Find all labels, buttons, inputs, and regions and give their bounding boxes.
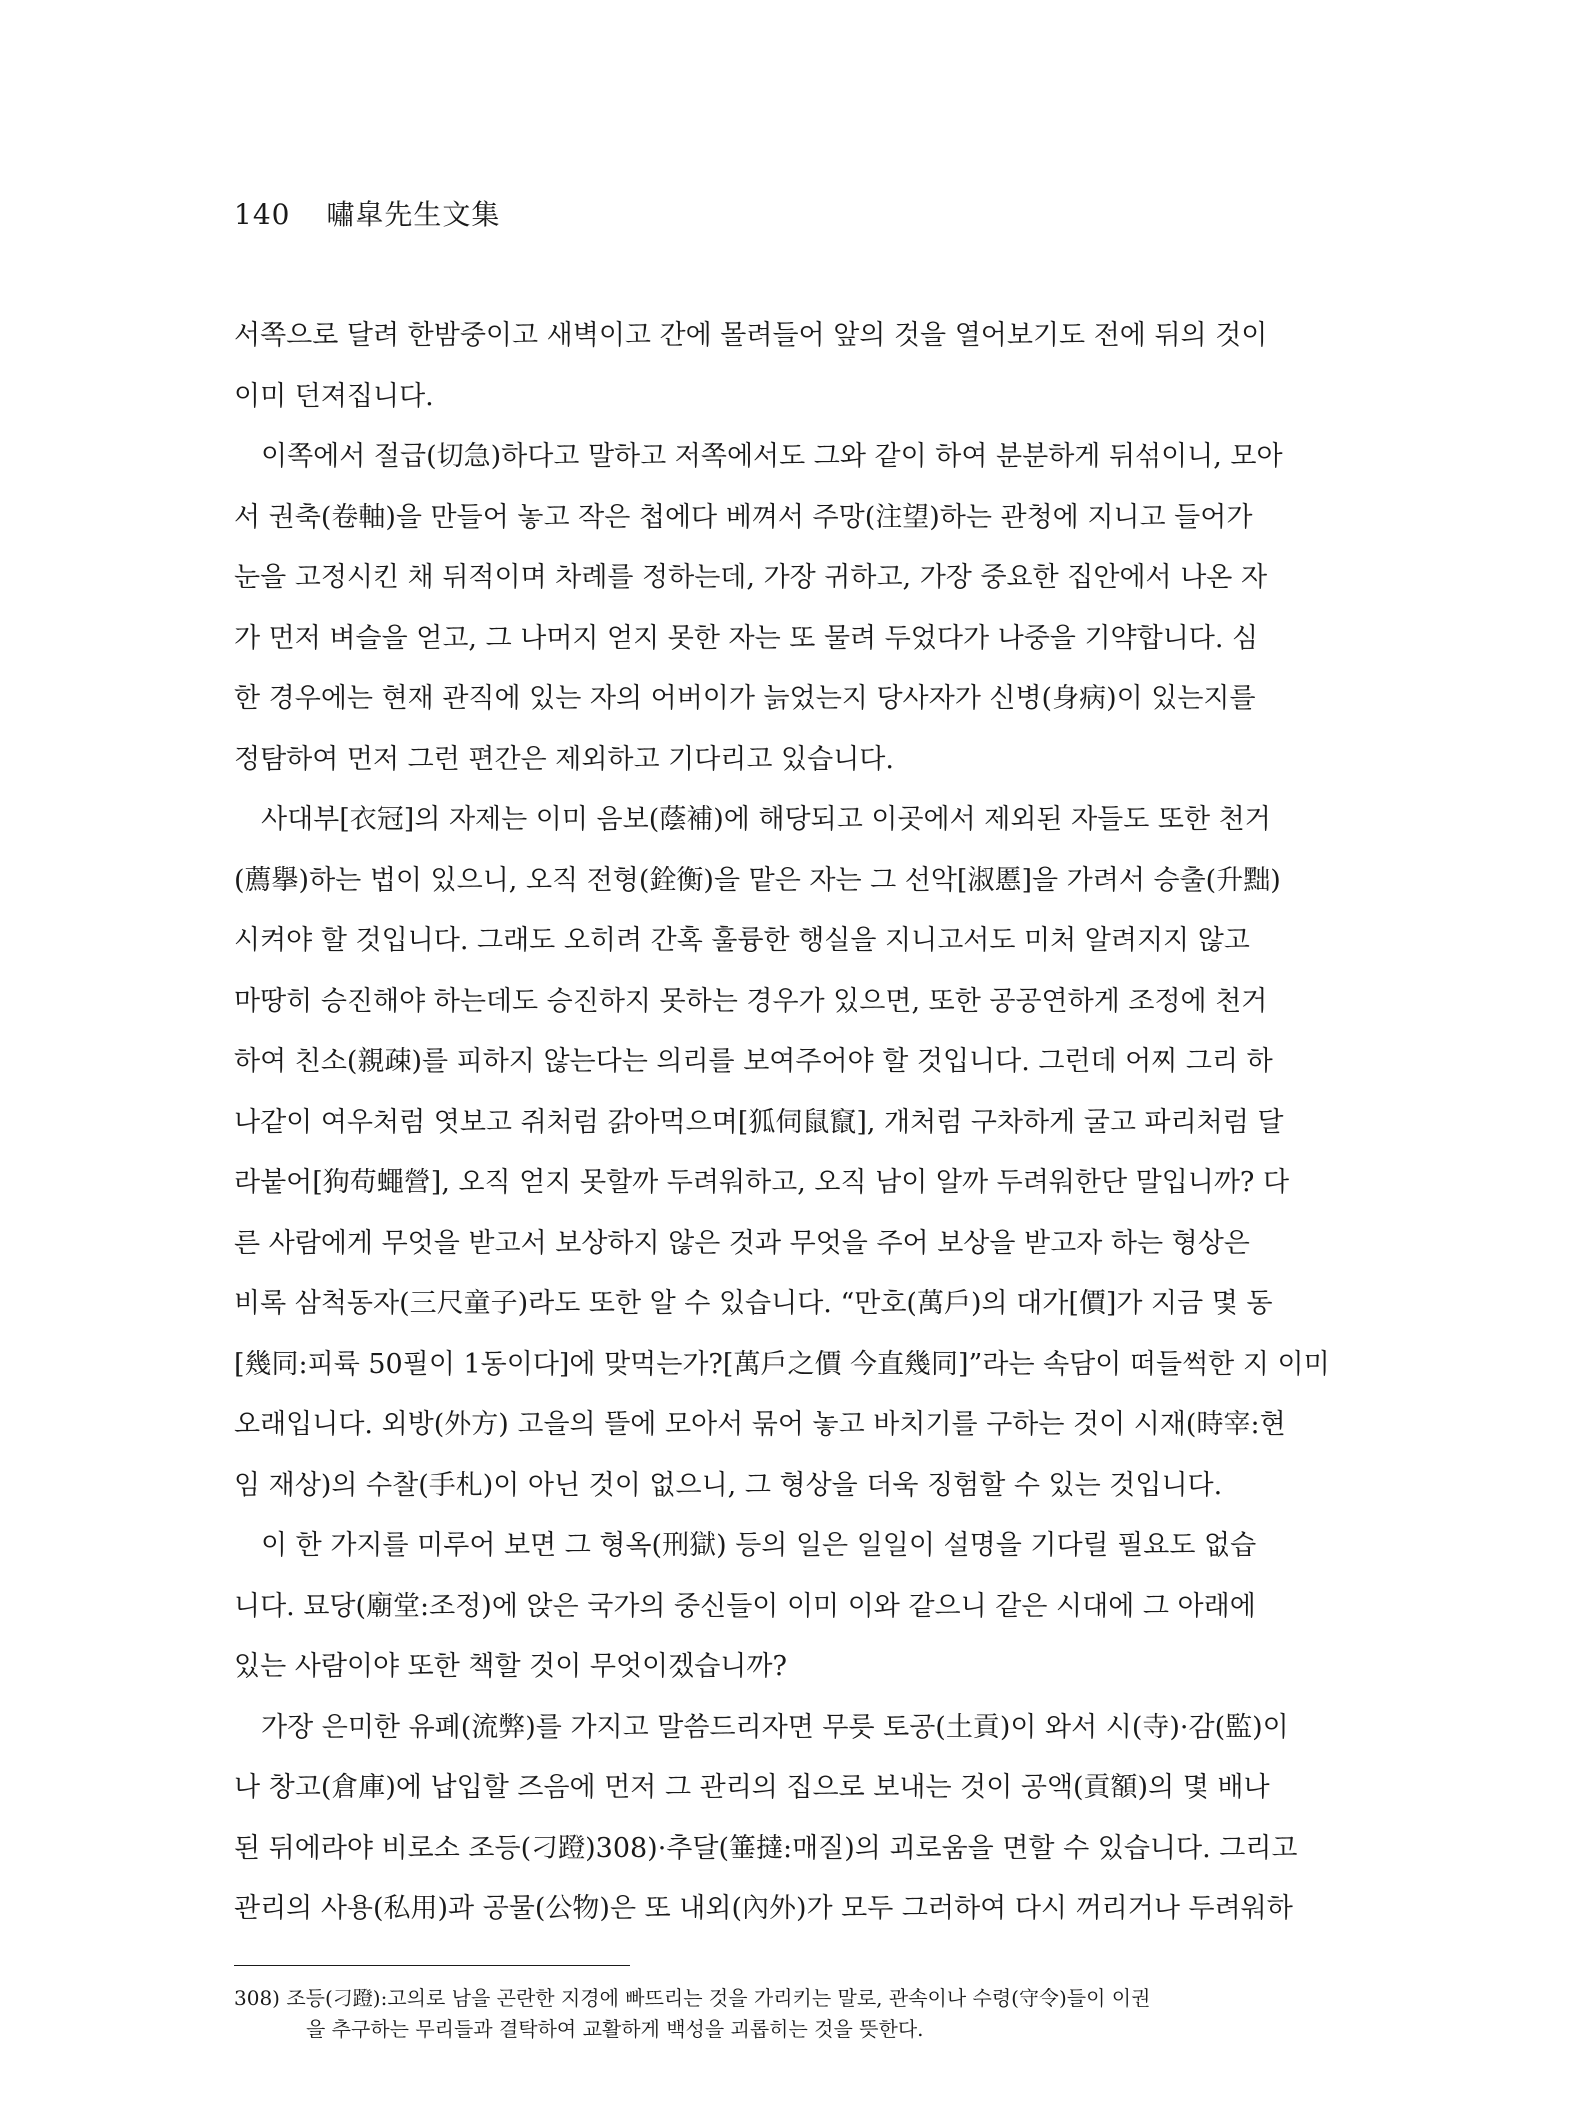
- text-line: 나같이 여우처럼 엿보고 쥐처럼 갉아먹으며[狐伺鼠竄], 개처럼 구차하게 굴고 파리처럼 달: [234, 1106, 1284, 1138]
- footnote-divider: [234, 1965, 630, 1966]
- text-line: (薦擧)하는 법이 있으니, 오직 전형(銓衡)을 맡은 자는 그 선악[淑慝]을 가려서 승출(升黜): [234, 864, 1281, 896]
- text-line: 있는 사람이야 또한 책할 것이 무엇이겠습니까?: [234, 1651, 787, 1682]
- text-line: 마땅히 승진해야 하는데도 승진하지 못하는 경우가 있으면, 또한 공공연하게 조정에 천거: [234, 985, 1268, 1017]
- text-line: 한 경우에는 현재 관직에 있는 자의 어버이가 늙었는지 당사자가 신병(身病)이 있는지를: [234, 683, 1256, 714]
- text-line: 관리의 사용(私用)과 공물(公物)은 또 내외(內外)가 모두 그러하여 다시 꺼리거나 두려워하: [234, 1893, 1293, 1924]
- text-line: 오래입니다. 외방(外方) 고을의 뜰에 모아서 묶어 놓고 바치기를 구하는 것이 시재(時宰:현: [234, 1409, 1286, 1440]
- text-line: 임 재상)의 수찰(手札)이 아닌 것이 없으니, 그 형상을 더욱 징험할 수 있는 것입니다.: [234, 1469, 1223, 1501]
- text-line: 시켜야 할 것입니다. 그래도 오히려 간혹 훌륭한 행실을 지니고서도 미처 알려지지 않고: [234, 925, 1250, 956]
- paragraph-start-line: 사대부[衣冠]의 자제는 이미 음보(蔭補)에 해당되고 이곳에서 제외된 자들도 또한 천거: [261, 804, 1271, 835]
- body-text: [234, 306, 1330, 1940]
- text-line: 가 먼저 벼슬을 얻고, 그 나머지 얻지 못한 자는 또 물려 두었다가 나중을 기약합니다. 심: [234, 622, 1259, 654]
- text-line: 서 권축(卷軸)을 만들어 놓고 작은 첩에다 베껴서 주망(注望)하는 관청에 지니고 들어가: [234, 501, 1253, 533]
- text-line: 눈을 고정시킨 채 뒤적이며 차례를 정하는데, 가장 귀하고, 가장 중요한 집안에서 나온 자: [234, 562, 1268, 593]
- paragraph-start-line: 가장 은미한 유폐(流弊)를 가지고 말씀드리자면 무릇 토공(土貢)이 와서 시(寺)·감(監)이: [261, 1711, 1289, 1743]
- book-title: 嘯皐先生文集: [326, 198, 501, 231]
- text-line: 른 사람에게 무엇을 받고서 보상하지 않은 것과 무엇을 주어 보상을 받고자 하는 형상은: [234, 1227, 1250, 1259]
- text-line: 라붙어[狗苟蠅營], 오직 얻지 못할까 두려워하고, 오직 남이 알까 두려워한단 말입니까? 다: [234, 1167, 1290, 1198]
- text-line: [幾同:피륙 50필이 1동이다]에 맞먹는가?[萬戶之價 今直幾同]”라는 속담이 떠들썩한 지 이미: [234, 1348, 1330, 1380]
- footnotes: [234, 1983, 1334, 2045]
- page-number: 140: [234, 198, 291, 231]
- text-line: 비록 삼척동자(三尺童子)라도 또한 알 수 있습니다. “만호(萬戶)의 대가[價]가 지금 몇 동: [234, 1288, 1273, 1319]
- text-line: 나 창고(倉庫)에 납입할 즈음에 먼저 그 관리의 집으로 보내는 것이 공액(貢額)의 몇 배나: [234, 1772, 1270, 1803]
- running-header: [234, 193, 500, 233]
- text-line: 니다. 묘당(廟堂:조정)에 앉은 국가의 중신들이 이미 이와 같으니 같은 시대에 그 아래에: [234, 1590, 1256, 1622]
- paragraph-start-line: 이쪽에서 절급(切急)하다고 말하고 저쪽에서도 그와 같이 하여 분분하게 뒤섞이니, 모아: [261, 441, 1283, 472]
- text-line: 이미 던져집니다.: [234, 380, 434, 412]
- text-line: 정탐하여 먼저 그런 편간은 제외하고 기다리고 있습니다.: [234, 743, 894, 775]
- text-line: 하여 친소(親疎)를 피하지 않는다는 의리를 보여주어야 할 것입니다. 그런데 어찌 그리 하: [234, 1046, 1273, 1077]
- text-line: 된 뒤에라야 비로소 조등(刁蹬)308)·추달(箠撻:매질)의 괴로움을 면할 수 있습니다. 그리고: [234, 1832, 1298, 1864]
- footnote-text-continuation: 을 추구하는 무리들과 결탁하여 교활하게 백성을 괴롭히는 것을 뜻한다.: [306, 2017, 924, 2041]
- footnote-text: 308) 조등(刁蹬):고의로 남을 곤란한 지경에 빠뜨리는 것을 가리키는 말로, 관속이나 수령(守令)들이 이권: [234, 1986, 1151, 2010]
- paragraph-start-line: 이 한 가지를 미루어 보면 그 형옥(刑獄) 등의 일은 일일이 설명을 기다릴 필요도 없습: [261, 1530, 1257, 1561]
- text-line: 서쪽으로 달려 한밤중이고 새벽이고 간에 몰려들어 앞의 것을 열어보기도 전에 뒤의 것이: [234, 320, 1268, 351]
